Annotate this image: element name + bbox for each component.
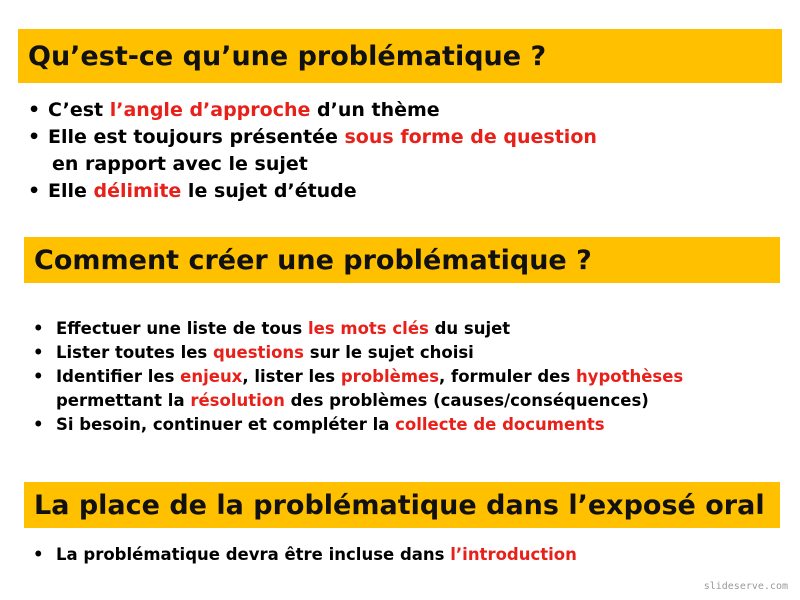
bullet: • xyxy=(28,126,41,148)
bullet: • xyxy=(28,99,41,121)
item-text: Effectuer une liste de tous xyxy=(56,319,308,338)
highlight-text: collecte de documents xyxy=(395,415,605,434)
highlight-text: les mots clés xyxy=(307,319,429,338)
list-item xyxy=(28,178,597,205)
bullet: • xyxy=(33,545,44,564)
list-item xyxy=(33,341,683,365)
highlight-text: enjeux xyxy=(180,367,243,386)
highlight-text: l’angle d’approche xyxy=(109,99,311,121)
item-text: sur le sujet choisi xyxy=(304,343,474,362)
bullet: • xyxy=(33,343,44,362)
item-text: Si besoin, continuer et compléter la xyxy=(56,415,396,434)
highlight-text: sous forme de question xyxy=(344,126,597,148)
item-text: permettant la xyxy=(56,391,191,410)
item-continuation xyxy=(33,389,683,413)
highlight-text: résolution xyxy=(190,391,285,410)
section-1-title xyxy=(18,29,782,83)
section-2-list xyxy=(33,317,683,437)
list-item xyxy=(28,124,597,178)
watermark: slideserve.com xyxy=(703,581,788,592)
section-3-title xyxy=(24,482,780,528)
item-text: Elle est toujours présentée xyxy=(48,126,345,148)
highlight-text: hypothèses xyxy=(575,367,684,386)
item-text: d’un thème xyxy=(310,99,440,121)
section-2-title-text: Comment créer une problématique ? xyxy=(34,244,592,276)
item-text: du sujet xyxy=(428,319,511,338)
highlight-text: l’introduction xyxy=(450,545,577,564)
bullet: • xyxy=(33,319,44,338)
item-text: des problèmes (causes/conséquences) xyxy=(284,391,649,410)
section-1-list xyxy=(28,97,597,205)
bullet: • xyxy=(33,367,44,386)
item-text: le sujet d’étude xyxy=(181,180,357,202)
section-3-list xyxy=(33,543,577,567)
section-2-title xyxy=(24,237,780,283)
item-text: Elle xyxy=(48,180,94,202)
list-item xyxy=(33,543,577,567)
list-item xyxy=(33,317,683,341)
section-1-title-text: Qu’est-ce qu’une problématique ? xyxy=(28,40,547,72)
item-text: La problématique devra être incluse dans xyxy=(56,545,451,564)
highlight-text: problèmes xyxy=(340,367,440,386)
item-text: C’est xyxy=(48,99,110,121)
item-text: Identifier les xyxy=(56,367,181,386)
bullet: • xyxy=(33,415,44,434)
list-item xyxy=(33,365,683,413)
item-text: , lister les xyxy=(242,367,341,386)
item-continuation: en rapport avec le sujet xyxy=(52,153,308,175)
highlight-text: questions xyxy=(212,343,305,362)
item-text: Lister toutes les xyxy=(56,343,213,362)
highlight-text: délimite xyxy=(93,180,182,202)
list-item xyxy=(28,97,597,124)
item-text: , formuler des xyxy=(439,367,576,386)
list-item xyxy=(33,413,683,437)
bullet: • xyxy=(28,180,41,202)
section-3-title-text: La place de la problématique dans l’exposé oral xyxy=(34,489,765,521)
